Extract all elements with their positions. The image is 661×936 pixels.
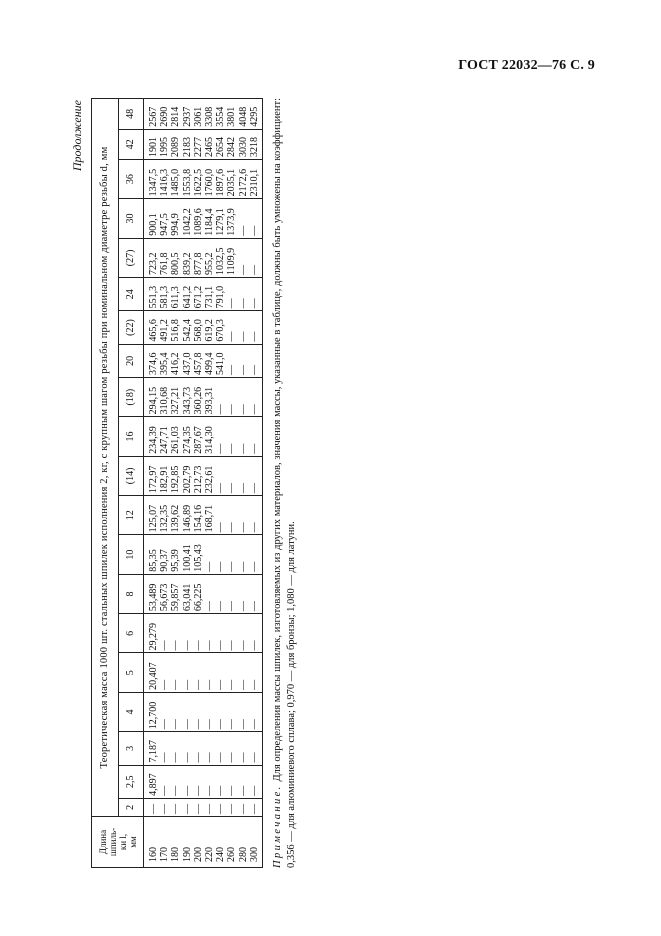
mass-cell: 90,37 <box>159 535 170 574</box>
mass-cell: — <box>249 798 263 816</box>
mass-cell: — <box>238 535 249 574</box>
mass-cell: 2654 <box>215 129 226 159</box>
mass-cell: 1553,8 <box>182 159 193 198</box>
mass-cell: 29,279 <box>144 614 160 653</box>
mass-cell: — <box>249 614 263 653</box>
mass-cell: — <box>249 417 263 456</box>
mass-group-header: Теоретическая масса 1000 шт. стальных шпилек исполнения 2, кг, с крупным шагом резьбы при номинальном диаметре резьбы d, мм <box>92 99 119 817</box>
mass-cell: 2089 <box>170 129 181 159</box>
mass-cell: 132,35 <box>159 496 170 535</box>
mass-cell: 63,041 <box>182 574 193 613</box>
mass-cell: 66,225 <box>193 574 204 613</box>
mass-cell: 4295 <box>249 99 263 130</box>
mass-cell: — <box>204 653 215 692</box>
mass-cell: — <box>159 653 170 692</box>
diameter-header: 5 <box>119 653 144 692</box>
length-cell: 260 <box>226 817 237 868</box>
mass-cell: 85,35 <box>144 535 160 574</box>
mass-cell: — <box>193 798 204 816</box>
mass-cell: — <box>193 732 204 765</box>
mass-cell: 611,3 <box>170 278 181 311</box>
mass-cell: 1995 <box>159 129 170 159</box>
table-note <box>271 98 299 868</box>
mass-cell: — <box>193 692 204 731</box>
mass-cell: — <box>238 692 249 731</box>
mass-cell: — <box>215 574 226 613</box>
mass-cell: 761,8 <box>159 238 170 277</box>
diameter-header: 2 <box>119 798 144 816</box>
mass-cell: — <box>238 732 249 765</box>
length-cell: 190 <box>182 817 193 868</box>
continuation-label: Продолжение <box>70 100 84 172</box>
length-header-line: ки l, <box>117 833 128 851</box>
table-row <box>193 99 204 868</box>
mass-cell: 1897,6 <box>215 159 226 198</box>
mass-cell: — <box>238 653 249 692</box>
mass-cell: — <box>226 456 237 495</box>
mass-cell: 2465 <box>204 129 215 159</box>
mass-cell: 3030 <box>238 129 249 159</box>
mass-cell: — <box>204 732 215 765</box>
table-row <box>249 99 263 868</box>
mass-cell: 3218 <box>249 129 263 159</box>
mass-cell: — <box>170 614 181 653</box>
mass-cell: 2277 <box>193 129 204 159</box>
diameter-header: 6 <box>119 614 144 653</box>
diameter-header: 3 <box>119 732 144 765</box>
mass-cell: 1042,2 <box>182 199 193 238</box>
mass-cell: — <box>204 765 215 798</box>
length-cell: 200 <box>193 817 204 868</box>
table-row <box>238 99 249 868</box>
mass-cell: 641,2 <box>182 278 193 311</box>
mass-cell: 20,407 <box>144 653 160 692</box>
mass-cell: — <box>159 614 170 653</box>
mass-cell: — <box>215 496 226 535</box>
mass-cell: 274,35 <box>182 417 193 456</box>
mass-cell: — <box>204 692 215 731</box>
mass-cell: — <box>226 692 237 731</box>
mass-cell: — <box>238 798 249 816</box>
mass-cell: 3308 <box>204 99 215 130</box>
mass-cell: — <box>249 574 263 613</box>
mass-cell: — <box>159 732 170 765</box>
mass-cell: 287,67 <box>193 417 204 456</box>
mass-cell: 877,8 <box>193 238 204 277</box>
mass-cell: 723,2 <box>144 238 160 277</box>
mass-cell: 125,07 <box>144 496 160 535</box>
mass-cell: 491,2 <box>159 311 170 344</box>
mass-cell: 3061 <box>193 99 204 130</box>
mass-cell: — <box>215 765 226 798</box>
mass-cell: — <box>193 614 204 653</box>
mass-cell: 2183 <box>182 129 193 159</box>
diameter-header: 20 <box>119 344 144 377</box>
mass-cell: 499,4 <box>204 344 215 377</box>
mass-cell: 247,71 <box>159 417 170 456</box>
mass-cell: 310,68 <box>159 377 170 416</box>
mass-cell: — <box>238 765 249 798</box>
mass-cell: 172,97 <box>144 456 160 495</box>
mass-cell: — <box>215 456 226 495</box>
table-row <box>182 99 193 868</box>
mass-cell: — <box>238 574 249 613</box>
mass-cell: — <box>238 278 249 311</box>
diameter-header-row <box>119 99 144 868</box>
mass-cell: 192,85 <box>170 456 181 495</box>
mass-cell: — <box>204 798 215 816</box>
mass-cell: — <box>204 614 215 653</box>
diameter-header: 24 <box>119 278 144 311</box>
mass-cell: — <box>249 199 263 238</box>
mass-cell: 2842 <box>226 129 237 159</box>
table-row <box>144 99 160 868</box>
mass-cell: 416,2 <box>170 344 181 377</box>
mass-cell: — <box>238 417 249 456</box>
mass-table <box>91 98 263 868</box>
mass-cell: — <box>238 199 249 238</box>
mass-cell: — <box>226 417 237 456</box>
length-cell: 170 <box>159 817 170 868</box>
mass-cell: 670,3 <box>215 311 226 344</box>
mass-cell: — <box>249 496 263 535</box>
mass-cell: 146,89 <box>182 496 193 535</box>
diameter-header: 4 <box>119 692 144 731</box>
mass-cell: 800,5 <box>170 238 181 277</box>
mass-cell: 314,30 <box>204 417 215 456</box>
length-cell: 280 <box>238 817 249 868</box>
mass-cell: 232,61 <box>204 456 215 495</box>
mass-cell: — <box>249 344 263 377</box>
note-text: Для определения массы шпилек, изготовляемых из других материалов, значения массы, указанные в таблице, должны быть умножены на коэффициент: 0,356 — для алюминиевого сплава; 0,970 — для бронзы; 1,080 — для латуни. <box>272 98 298 868</box>
mass-cell: 994,9 <box>170 199 181 238</box>
mass-cell: — <box>226 614 237 653</box>
mass-cell: 374,6 <box>144 344 160 377</box>
mass-cell: 1901 <box>144 129 160 159</box>
mass-cell: 900,1 <box>144 199 160 238</box>
mass-cell: 2310,1 <box>249 159 263 198</box>
length-header-line: Длина <box>97 829 108 855</box>
mass-cell: 1032,5 <box>215 238 226 277</box>
mass-cell: — <box>204 574 215 613</box>
mass-cell: 1485,0 <box>170 159 181 198</box>
mass-cell: — <box>182 798 193 816</box>
note-label: Примечание. <box>272 784 284 868</box>
mass-cell: — <box>215 732 226 765</box>
mass-cell: — <box>226 765 237 798</box>
mass-cell: 541,0 <box>215 344 226 377</box>
mass-cell: — <box>238 456 249 495</box>
mass-cell: — <box>159 798 170 816</box>
mass-cell: 154,16 <box>193 496 204 535</box>
mass-cell: 53,489 <box>144 574 160 613</box>
mass-cell: — <box>159 692 170 731</box>
mass-cell: — <box>226 496 237 535</box>
mass-cell: — <box>204 535 215 574</box>
mass-cell: 731,1 <box>204 278 215 311</box>
mass-cell: — <box>238 496 249 535</box>
mass-cell: 7,187 <box>144 732 160 765</box>
table-row <box>170 99 181 868</box>
mass-cell: 947,5 <box>159 199 170 238</box>
mass-cell: 95,39 <box>170 535 181 574</box>
mass-cell: — <box>215 692 226 731</box>
mass-cell: 212,73 <box>193 456 204 495</box>
mass-cell: — <box>182 653 193 692</box>
mass-cell: 2937 <box>182 99 193 130</box>
mass-cell: — <box>238 238 249 277</box>
mass-cell: — <box>170 732 181 765</box>
mass-cell: 139,62 <box>170 496 181 535</box>
mass-cell: 1416,3 <box>159 159 170 198</box>
diameter-header: 12 <box>119 496 144 535</box>
mass-cell: 182,91 <box>159 456 170 495</box>
mass-cell: 2690 <box>159 99 170 130</box>
length-header-line: шпиль- <box>107 827 118 857</box>
mass-cell: — <box>215 614 226 653</box>
length-cell: 160 <box>144 817 160 868</box>
mass-cell: — <box>215 417 226 456</box>
mass-cell: 12,700 <box>144 692 160 731</box>
mass-cell: 2567 <box>144 99 160 130</box>
length-cell: 300 <box>249 817 263 868</box>
mass-cell: — <box>226 798 237 816</box>
mass-cell: 4048 <box>238 99 249 130</box>
diameter-header: 2,5 <box>119 765 144 798</box>
mass-cell: 1622,5 <box>193 159 204 198</box>
mass-cell: 360,26 <box>193 377 204 416</box>
mass-cell: 100,41 <box>182 535 193 574</box>
mass-cell: 261,03 <box>170 417 181 456</box>
mass-cell: 619,2 <box>204 311 215 344</box>
mass-cell: — <box>193 653 204 692</box>
mass-cell: 839,2 <box>182 238 193 277</box>
table-body <box>144 99 263 868</box>
length-cell: 220 <box>204 817 215 868</box>
mass-cell: 2172,6 <box>238 159 249 198</box>
mass-cell: 1279,1 <box>215 199 226 238</box>
mass-cell: 3554 <box>215 99 226 130</box>
mass-cell: 343,73 <box>182 377 193 416</box>
mass-cell: — <box>226 653 237 692</box>
mass-cell: 955,2 <box>204 238 215 277</box>
mass-cell: 395,4 <box>159 344 170 377</box>
mass-cell: 551,3 <box>144 278 160 311</box>
mass-cell: — <box>182 614 193 653</box>
mass-cell: 327,21 <box>170 377 181 416</box>
mass-cell: — <box>170 692 181 731</box>
mass-cell: 1373,9 <box>226 199 237 238</box>
mass-cell: — <box>249 311 263 344</box>
table-row <box>159 99 170 868</box>
mass-cell: — <box>249 238 263 277</box>
mass-cell: — <box>170 798 181 816</box>
mass-cell: 671,2 <box>193 278 204 311</box>
mass-cell: — <box>182 732 193 765</box>
mass-cell: — <box>215 535 226 574</box>
diameter-header: 42 <box>119 129 144 159</box>
mass-cell: — <box>249 535 263 574</box>
mass-cell: — <box>226 344 237 377</box>
mass-cell: 168,71 <box>204 496 215 535</box>
mass-cell: — <box>238 311 249 344</box>
mass-cell: — <box>249 732 263 765</box>
mass-cell: — <box>226 535 237 574</box>
mass-cell: 2035,1 <box>226 159 237 198</box>
mass-cell: 437,0 <box>182 344 193 377</box>
length-cell: 240 <box>215 817 226 868</box>
diameter-header: (18) <box>119 377 144 416</box>
mass-cell: 791,0 <box>215 278 226 311</box>
mass-cell: — <box>182 692 193 731</box>
mass-cell: 234,39 <box>144 417 160 456</box>
mass-cell: — <box>238 614 249 653</box>
mass-cell: 202,79 <box>182 456 193 495</box>
mass-cell: 1109,9 <box>226 238 237 277</box>
mass-cell: 581,3 <box>159 278 170 311</box>
mass-cell: — <box>159 765 170 798</box>
diameter-header: (27) <box>119 238 144 277</box>
mass-cell: 56,673 <box>159 574 170 613</box>
mass-cell: — <box>193 765 204 798</box>
mass-cell: — <box>249 278 263 311</box>
mass-cell: — <box>249 377 263 416</box>
mass-cell: 294,15 <box>144 377 160 416</box>
mass-cell: 59,857 <box>170 574 181 613</box>
mass-cell: — <box>226 377 237 416</box>
mass-cell: 105,43 <box>193 535 204 574</box>
diameter-header: 36 <box>119 159 144 198</box>
table-row <box>226 99 237 868</box>
mass-cell: — <box>249 765 263 798</box>
mass-cell: 457,8 <box>193 344 204 377</box>
mass-cell: 2814 <box>170 99 181 130</box>
mass-cell: — <box>215 798 226 816</box>
mass-cell: 1347,5 <box>144 159 160 198</box>
mass-cell: — <box>215 377 226 416</box>
mass-cell: — <box>249 653 263 692</box>
table-row <box>215 99 226 868</box>
mass-cell: 3801 <box>226 99 237 130</box>
length-column-header <box>92 817 144 868</box>
diameter-header: 8 <box>119 574 144 613</box>
mass-cell: 542,4 <box>182 311 193 344</box>
mass-cell: — <box>182 765 193 798</box>
mass-cell: — <box>144 798 160 816</box>
diameter-header: (14) <box>119 456 144 495</box>
mass-cell: — <box>226 732 237 765</box>
mass-cell: — <box>170 765 181 798</box>
diameter-header: 10 <box>119 535 144 574</box>
mass-cell: 4,897 <box>144 765 160 798</box>
rotated-content <box>70 98 298 868</box>
length-cell: 180 <box>170 817 181 868</box>
mass-cell: 393,31 <box>204 377 215 416</box>
mass-cell: — <box>238 377 249 416</box>
diameter-header: 16 <box>119 417 144 456</box>
mass-cell: 516,8 <box>170 311 181 344</box>
mass-cell: — <box>238 344 249 377</box>
length-header-line: мм <box>127 836 138 848</box>
mass-cell: — <box>249 456 263 495</box>
page-header: ГОСТ 22032—76 С. 9 <box>458 58 595 73</box>
diameter-header: (22) <box>119 311 144 344</box>
mass-cell: — <box>215 653 226 692</box>
table-row <box>204 99 215 868</box>
mass-cell: 568,0 <box>193 311 204 344</box>
mass-cell: — <box>226 311 237 344</box>
diameter-header: 48 <box>119 99 144 130</box>
mass-cell: 1760,0 <box>204 159 215 198</box>
mass-cell: — <box>226 574 237 613</box>
mass-cell: 1184,4 <box>204 199 215 238</box>
mass-cell: 1089,6 <box>193 199 204 238</box>
mass-cell: — <box>249 692 263 731</box>
mass-cell: — <box>226 278 237 311</box>
mass-cell: — <box>170 653 181 692</box>
diameter-header: 30 <box>119 199 144 238</box>
mass-cell: 465,6 <box>144 311 160 344</box>
